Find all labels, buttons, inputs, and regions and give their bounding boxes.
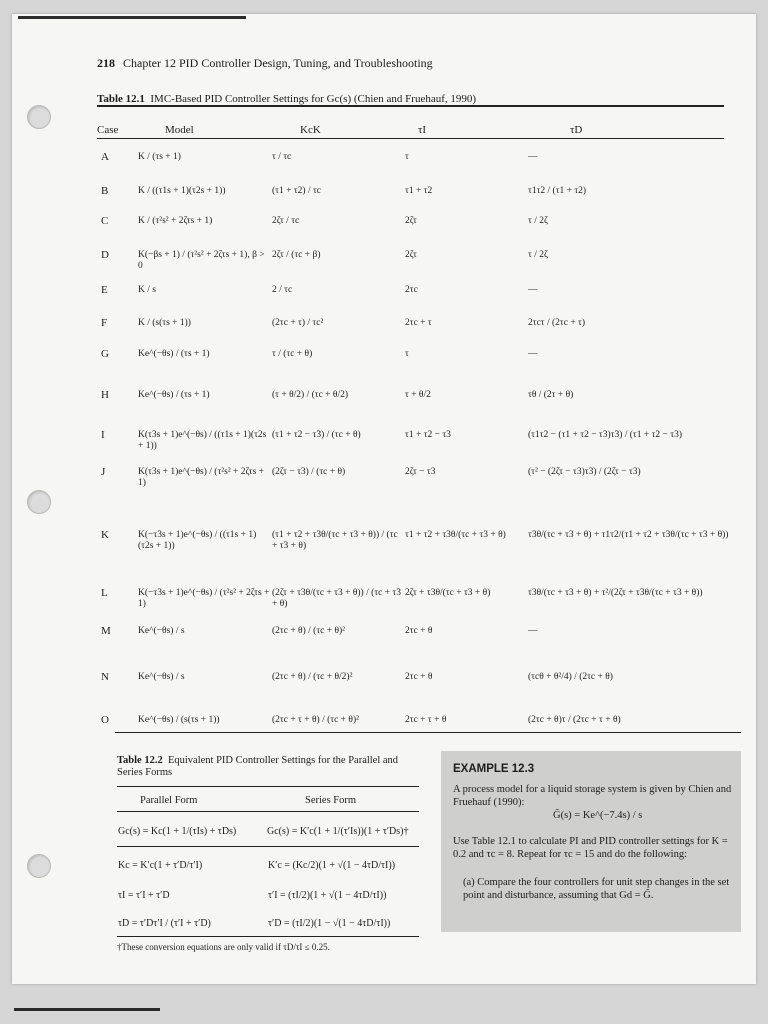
- taud-cell: τ3θ/(τc + τ3 + θ) + τ1τ2/(τ1 + τ2 + τ3θ/(τc + τ3 + θ)): [528, 530, 729, 540]
- scan-edge-bar: [14, 1008, 160, 1011]
- table2-footnote: †These conversion equations are only valid if τD/τI ≤ 0.25.: [117, 942, 330, 952]
- col-taud: τD: [570, 124, 583, 136]
- case-letter: K: [101, 529, 109, 541]
- case-letter: F: [101, 317, 108, 329]
- model-cell: K / ((τ1s + 1)(τ2s + 1)): [138, 186, 226, 196]
- series-taui: τ′I = (τI/2)(1 + √(1 − 4τD/τI)): [268, 890, 387, 901]
- model-cell: Ke^(−θs) / (τs + 1): [138, 349, 210, 359]
- kck-cell: 2ζτ / (τc + β): [272, 250, 321, 260]
- taui-cell: 2ζτ: [405, 250, 417, 260]
- case-letter: G: [101, 348, 109, 360]
- taud-cell: —: [528, 349, 538, 359]
- model-cell: Ke^(−θs) / s: [138, 672, 185, 682]
- parallel-form-equation: Gc(s) = Kc(1 + 1/(τIs) + τDs): [118, 826, 237, 837]
- col-series-form: Series Form: [305, 795, 357, 806]
- case-letter: C: [101, 215, 109, 227]
- table-rule: [117, 786, 419, 787]
- series-kc: K′c = (Kc/2)(1 + √(1 − 4τD/τI)): [268, 860, 396, 871]
- taui-cell: 2τc + θ: [405, 626, 433, 636]
- taui-cell: τ: [405, 349, 409, 359]
- taud-cell: τ / 2ζ: [528, 250, 548, 260]
- kck-cell: 2ζτ / τc: [272, 216, 300, 226]
- page-number: 218: [97, 56, 115, 70]
- kck-cell: (2τc + τ) / τc²: [272, 318, 324, 328]
- table-rule: [97, 138, 724, 139]
- table2-title: Equivalent PID Controller Settings for the Parallel and Series Forms: [117, 755, 399, 778]
- taui-cell: 2τc + θ: [405, 672, 433, 682]
- table2-caption: [117, 755, 417, 779]
- model-cell: K(τ3s + 1)e^(−θs) / (τ²s² + 2ζτs + 1): [138, 467, 265, 488]
- model-cell: K(τ3s + 1)e^(−θs) / ((τ1s + 1)(τ2s + 1)): [138, 430, 267, 451]
- example-item-a: (a) Compare the four controllers for unit step changes in the set point and disturbance, assuming that Gd = G̃.: [463, 877, 730, 901]
- taui-cell: τ1 + τ2 − τ3: [405, 430, 451, 440]
- scan-edge-bar: [18, 16, 246, 19]
- table-rule: [97, 105, 724, 107]
- case-letter: B: [101, 185, 109, 197]
- case-letter: E: [101, 284, 108, 296]
- col-taui: τI: [418, 124, 427, 136]
- case-letter: N: [101, 671, 109, 683]
- taud-cell: —: [528, 152, 538, 162]
- model-cell: K(−τ3s + 1)e^(−θs) / ((τ1s + 1)(τ2s + 1)): [138, 530, 257, 551]
- table1-title: IMC-Based PID Controller Settings for Gc(s) (Chien and Fruehauf, 1990): [150, 93, 477, 105]
- taui-cell: 2ζτ: [405, 216, 417, 226]
- model-cell: Ke^(−θs) / s: [138, 626, 185, 636]
- taud-cell: (τcθ + θ²/4) / (2τc + θ): [528, 672, 613, 682]
- kck-cell: (2τc + τ + θ) / (τc + θ)²: [272, 715, 359, 725]
- taud-cell: (τ² − (2ζτ − τ3)τ3) / (2ζτ − τ3): [528, 467, 641, 477]
- taud-cell: —: [528, 626, 538, 636]
- taui-cell: 2τc + τ: [405, 318, 432, 328]
- series-form-equation: Gc(s) = K′c(1 + 1/(τ′Is))(1 + τ′Ds)†: [267, 826, 409, 837]
- model-cell: Ke^(−θs) / (s(τs + 1)): [138, 715, 220, 725]
- parallel-kc: Kc = K′c(1 + τ′D/τ′I): [118, 860, 203, 871]
- col-case: Case: [97, 124, 119, 136]
- taui-cell: 2ζτ + τ3θ/(τc + τ3 + θ): [405, 588, 491, 598]
- running-head: [97, 56, 433, 71]
- example-instruction: Use Table 12.1 to calculate PI and PID controller settings for K = 0.2 and τc = 8. Repeat for τc = 15 and do the following:: [453, 836, 728, 860]
- binder-hole: [27, 105, 51, 129]
- col-kck: KcK: [300, 124, 321, 136]
- binder-hole: [27, 854, 51, 878]
- kck-cell: (τ + θ/2) / (τc + θ/2): [272, 390, 348, 400]
- model-cell: K / (s(τs + 1)): [138, 318, 191, 328]
- case-letter: H: [101, 389, 109, 401]
- chapter-title: Chapter 12 PID Controller Design, Tuning, and Troubleshooting: [123, 56, 433, 70]
- kck-cell: τ / τc: [272, 152, 292, 162]
- taui-cell: τ1 + τ2: [405, 186, 433, 196]
- kck-cell: (τ1 + τ2) / τc: [272, 186, 321, 196]
- parallel-taud: τD = τ′Dτ′I / (τ′I + τ′D): [118, 918, 211, 929]
- case-letter: I: [101, 429, 105, 441]
- case-letter: D: [101, 249, 109, 261]
- model-cell: K(−βs + 1) / (τ²s² + 2ζτs + 1), β > 0: [138, 250, 265, 271]
- table1-caption: [97, 93, 476, 105]
- taui-cell: τ1 + τ2 + τ3θ/(τc + τ3 + θ): [405, 530, 506, 540]
- col-parallel-form: Parallel Form: [140, 795, 198, 806]
- taud-cell: (τ1τ2 − (τ1 + τ2 − τ3)τ3) / (τ1 + τ2 − τ3): [528, 430, 683, 440]
- example-title: EXAMPLE 12.3: [453, 763, 535, 775]
- taud-cell: τ3θ/(τc + τ3 + θ) + τ²/(2ζτ + τ3θ/(τc + τ3 + θ)): [528, 588, 703, 598]
- kck-cell: 2 / τc: [272, 285, 293, 295]
- taud-cell: (2τc + θ)τ / (2τc + τ + θ): [528, 715, 621, 725]
- parallel-taui: τI = τ′I + τ′D: [118, 890, 170, 901]
- table-rule: [117, 811, 419, 812]
- kck-cell: (τ1 + τ2 + τ3θ/(τc + τ3 + θ)) / (τc + τ3 + θ): [272, 530, 398, 551]
- model-cell: K(−τ3s + 1)e^(−θs) / (τ²s² + 2ζτs + 1): [138, 588, 270, 609]
- table2-label: Table 12.2: [117, 755, 163, 766]
- case-letter: A: [101, 151, 109, 163]
- table-rule: [117, 936, 419, 937]
- example-equation: G̃(s) = Ke^(−7.4s) / s: [553, 810, 643, 821]
- taui-cell: τ + θ/2: [405, 390, 431, 400]
- table-rule: [117, 846, 419, 847]
- kck-cell: (2τc + θ) / (τc + θ/2)²: [272, 672, 353, 682]
- model-cell: K / (τs + 1): [138, 152, 181, 162]
- kck-cell: (2ζτ − τ3) / (τc + θ): [272, 467, 346, 477]
- taud-cell: τθ / (2τ + θ): [528, 390, 574, 400]
- kck-cell: (2ζτ + τ3θ/(τc + τ3 + θ)) / (τc + τ3 + θ): [272, 588, 401, 609]
- model-cell: K / s: [138, 285, 156, 295]
- table-rule: [115, 732, 741, 733]
- model-cell: Ke^(−θs) / (τs + 1): [138, 390, 210, 400]
- binder-hole: [27, 490, 51, 514]
- col-model: Model: [165, 124, 194, 136]
- taui-cell: τ: [405, 152, 409, 162]
- model-cell: K / (τ²s² + 2ζτs + 1): [138, 216, 213, 226]
- taud-cell: 2τcτ / (2τc + τ): [528, 318, 586, 328]
- taud-cell: τ / 2ζ: [528, 216, 548, 226]
- taui-cell: 2ζτ − τ3: [405, 467, 436, 477]
- kck-cell: (τ1 + τ2 − τ3) / (τc + θ): [272, 430, 361, 440]
- case-letter: J: [101, 466, 106, 478]
- taui-cell: 2τc: [405, 285, 418, 295]
- case-letter: M: [101, 625, 111, 637]
- example-intro: A process model for a liquid storage system is given by Chien and Fruehauf (1990):: [453, 784, 732, 808]
- kck-cell: (2τc + θ) / (τc + θ)²: [272, 626, 346, 636]
- table1-label: Table 12.1: [97, 93, 145, 105]
- kck-cell: τ / (τc + θ): [272, 349, 313, 359]
- taud-cell: τ1τ2 / (τ1 + τ2): [528, 186, 587, 196]
- case-letter: L: [101, 587, 108, 599]
- series-taud: τ′D = (τI/2)(1 − √(1 − 4τD/τI)): [268, 918, 391, 929]
- example-box: [441, 751, 741, 932]
- taud-cell: —: [528, 285, 538, 295]
- case-letter: O: [101, 714, 109, 726]
- taui-cell: 2τc + τ + θ: [405, 715, 447, 725]
